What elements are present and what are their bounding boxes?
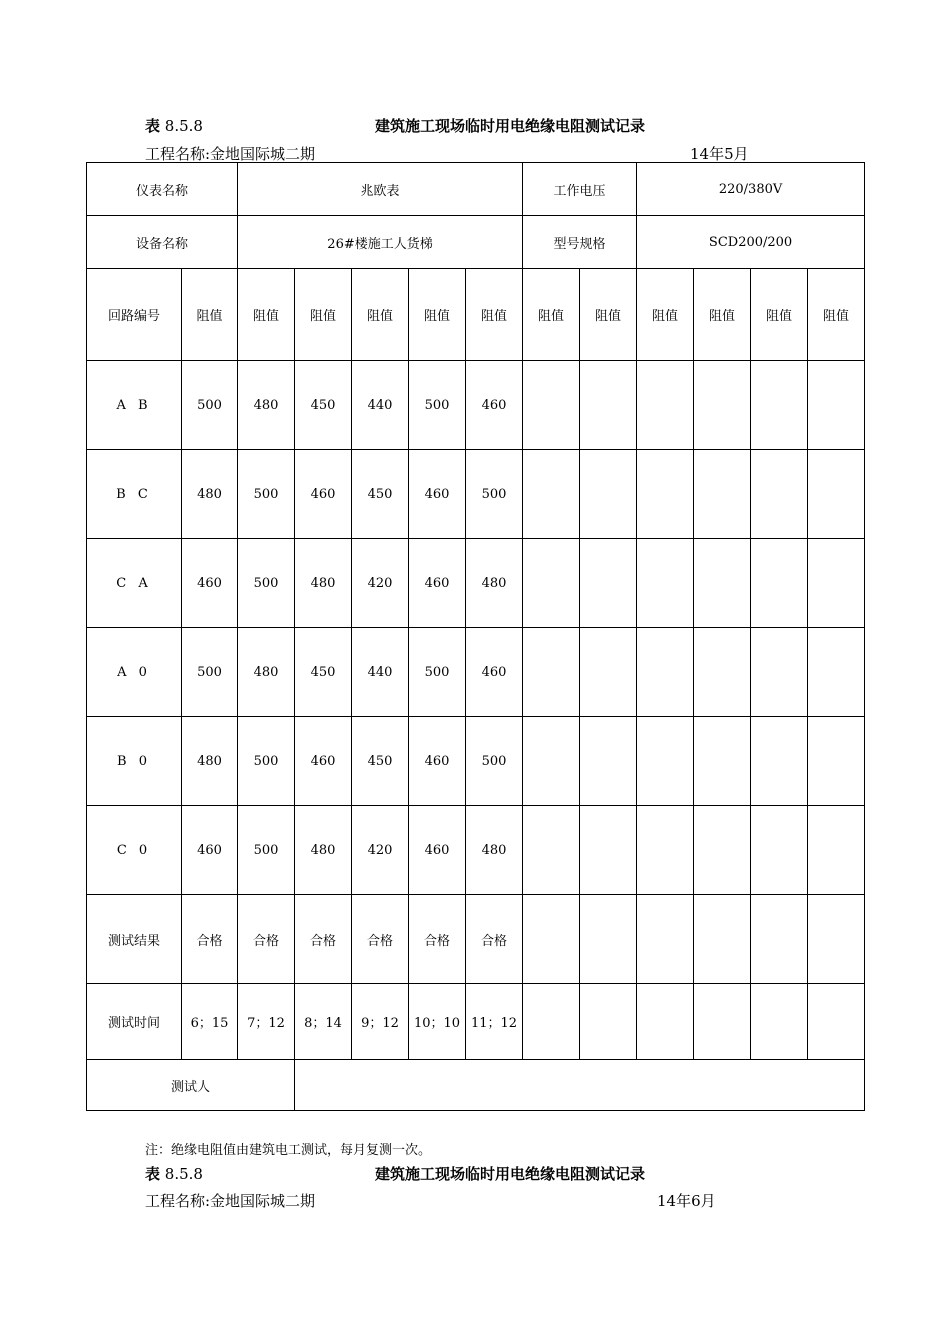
resistance-value: 500: [182, 361, 238, 450]
test-time: [808, 984, 865, 1060]
resistance-value: 500: [182, 628, 238, 717]
resistance-value: [580, 450, 637, 539]
circuit-id: A 0: [87, 628, 182, 717]
resistance-value: [694, 717, 751, 806]
resistance-value: [523, 361, 580, 450]
resistance-value: [808, 717, 865, 806]
resistance-value: [808, 450, 865, 539]
resistance-header: 阻值: [295, 269, 352, 361]
resistance-value: 450: [295, 628, 352, 717]
circuit-row: [87, 717, 865, 806]
test-result: 合格: [295, 895, 352, 984]
resistance-value: [694, 539, 751, 628]
resistance-value: 460: [182, 539, 238, 628]
equipment-row: [87, 216, 865, 269]
resistance-value: 460: [409, 806, 466, 895]
resistance-header: 阻值: [238, 269, 295, 361]
resistance-value: 480: [466, 539, 523, 628]
resistance-value: [523, 450, 580, 539]
resistance-header: 阻值: [409, 269, 466, 361]
resistance-header: 阻值: [466, 269, 523, 361]
equipment-label: 设备名称: [87, 216, 238, 269]
resistance-value: 500: [466, 450, 523, 539]
table-number-2: 表 8.5.8: [145, 1165, 203, 1183]
project-name-2: 工程名称:金地国际城二期: [145, 1192, 316, 1210]
circuit-id: C A: [87, 539, 182, 628]
test-result: [694, 895, 751, 984]
test-result: [808, 895, 865, 984]
test-result: [751, 895, 808, 984]
resistance-value: 480: [295, 539, 352, 628]
resistance-header: 阻值: [580, 269, 637, 361]
resistance-value: [580, 717, 637, 806]
resistance-value: [751, 806, 808, 895]
resistance-value: [580, 628, 637, 717]
resistance-value: [694, 806, 751, 895]
resistance-value: 480: [182, 450, 238, 539]
resistance-value: [751, 361, 808, 450]
resistance-value: 460: [295, 717, 352, 806]
tester-row: [87, 1060, 865, 1111]
resistance-value: 420: [352, 806, 409, 895]
test-time: [523, 984, 580, 1060]
resistance-value: 480: [295, 806, 352, 895]
test-result: [637, 895, 694, 984]
instrument-label: 仪表名称: [87, 163, 238, 216]
test-time: 10；10: [409, 984, 466, 1060]
resistance-value: [808, 806, 865, 895]
tester-value: [295, 1060, 865, 1111]
resistance-value: 450: [295, 361, 352, 450]
insulation-record-table: [86, 162, 865, 1111]
resistance-value: [580, 361, 637, 450]
test-time: 7；12: [238, 984, 295, 1060]
test-time-label: 测试时间: [87, 984, 182, 1060]
test-time-row: [87, 984, 865, 1060]
circuit-id: B 0: [87, 717, 182, 806]
resistance-header: 阻值: [694, 269, 751, 361]
resistance-value: 480: [238, 628, 295, 717]
test-time: [637, 984, 694, 1060]
resistance-value: 500: [238, 450, 295, 539]
resistance-value: [808, 539, 865, 628]
resistance-value: [751, 539, 808, 628]
project-name: 工程名称:金地国际城二期: [145, 145, 316, 163]
resistance-value: 460: [409, 717, 466, 806]
record-date-2: 14年6月: [657, 1192, 716, 1210]
column-header-row: [87, 269, 865, 361]
resistance-value: 480: [238, 361, 295, 450]
table-number: 表 8.5.8: [145, 117, 203, 135]
voltage-label: 工作电压: [523, 163, 637, 216]
circuit-row: [87, 628, 865, 717]
test-result: 合格: [182, 895, 238, 984]
resistance-value: 480: [466, 806, 523, 895]
resistance-header: 阻值: [523, 269, 580, 361]
resistance-value: [523, 628, 580, 717]
resistance-value: [808, 628, 865, 717]
resistance-header: 阻值: [751, 269, 808, 361]
record-date: 14年5月: [690, 145, 749, 163]
test-result-row: [87, 895, 865, 984]
footnote: 注：绝缘电阻值由建筑电工测试，每月复测一次。: [145, 1143, 432, 1158]
equipment-value: 26#楼施工人货梯: [238, 216, 523, 269]
resistance-value: [808, 361, 865, 450]
test-time: 11；12: [466, 984, 523, 1060]
test-result: [523, 895, 580, 984]
circuit-id: A B: [87, 361, 182, 450]
resistance-value: 500: [409, 628, 466, 717]
resistance-value: [637, 717, 694, 806]
resistance-value: [637, 628, 694, 717]
tester-label: 测试人: [87, 1060, 295, 1111]
page-title: 建筑施工现场临时用电绝缘电阻测试记录: [375, 117, 646, 135]
resistance-value: [637, 361, 694, 450]
test-time: [751, 984, 808, 1060]
test-result: 合格: [238, 895, 295, 984]
resistance-value: 480: [182, 717, 238, 806]
resistance-header: 阻值: [808, 269, 865, 361]
resistance-value: 440: [352, 361, 409, 450]
resistance-value: 500: [409, 361, 466, 450]
test-time: 8；14: [295, 984, 352, 1060]
resistance-value: 460: [295, 450, 352, 539]
resistance-value: [694, 361, 751, 450]
circuit-row: [87, 361, 865, 450]
resistance-value: [637, 450, 694, 539]
resistance-value: 440: [352, 628, 409, 717]
test-time: 9；12: [352, 984, 409, 1060]
instrument-row: [87, 163, 865, 216]
resistance-value: [751, 450, 808, 539]
circuit-label: 回路编号: [87, 269, 182, 361]
circuit-row: [87, 450, 865, 539]
circuit-row: [87, 806, 865, 895]
resistance-value: 500: [238, 717, 295, 806]
resistance-value: 420: [352, 539, 409, 628]
circuit-id: C 0: [87, 806, 182, 895]
resistance-value: 500: [466, 717, 523, 806]
resistance-value: 450: [352, 450, 409, 539]
model-value: SCD200/200: [637, 216, 865, 269]
test-result: 合格: [466, 895, 523, 984]
resistance-value: [580, 806, 637, 895]
resistance-value: [523, 806, 580, 895]
test-result: [580, 895, 637, 984]
resistance-value: 450: [352, 717, 409, 806]
resistance-header: 阻值: [182, 269, 238, 361]
model-label: 型号规格: [523, 216, 637, 269]
resistance-value: 500: [238, 539, 295, 628]
resistance-header: 阻值: [352, 269, 409, 361]
test-result: 合格: [352, 895, 409, 984]
test-time: 6；15: [182, 984, 238, 1060]
resistance-value: 460: [466, 628, 523, 717]
instrument-value: 兆欧表: [238, 163, 523, 216]
resistance-value: [637, 539, 694, 628]
resistance-value: 460: [182, 806, 238, 895]
circuit-row: [87, 539, 865, 628]
resistance-value: 460: [409, 450, 466, 539]
resistance-value: [637, 806, 694, 895]
resistance-header: 阻值: [637, 269, 694, 361]
resistance-value: 460: [466, 361, 523, 450]
resistance-value: 500: [238, 806, 295, 895]
resistance-value: [694, 628, 751, 717]
circuit-id: B C: [87, 450, 182, 539]
resistance-value: [694, 450, 751, 539]
resistance-value: [523, 539, 580, 628]
test-time: [694, 984, 751, 1060]
page-title-2: 建筑施工现场临时用电绝缘电阻测试记录: [375, 1165, 646, 1183]
test-time: [580, 984, 637, 1060]
resistance-value: [580, 539, 637, 628]
resistance-value: 460: [409, 539, 466, 628]
resistance-value: [751, 628, 808, 717]
resistance-value: [751, 717, 808, 806]
resistance-value: [523, 717, 580, 806]
test-result-label: 测试结果: [87, 895, 182, 984]
voltage-value: 220/380V: [637, 163, 865, 216]
test-result: 合格: [409, 895, 466, 984]
